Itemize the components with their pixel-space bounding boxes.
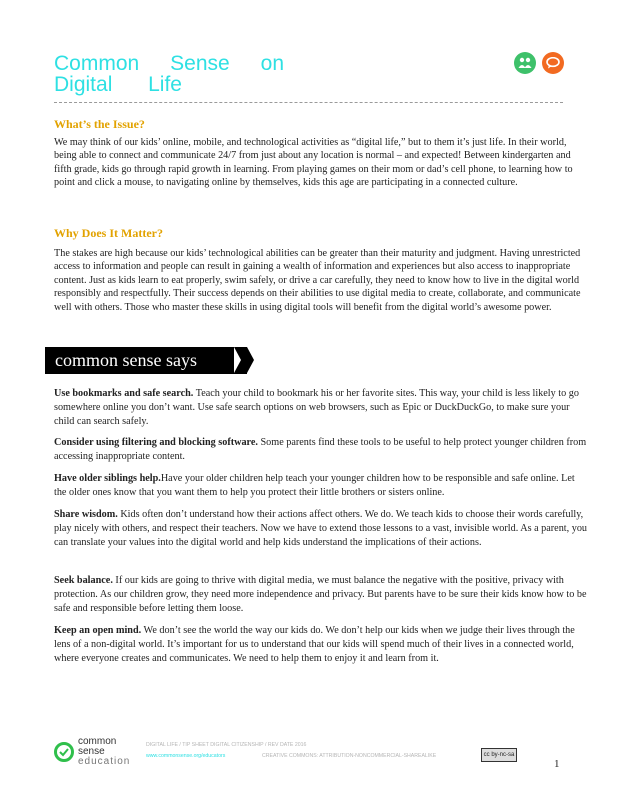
tip-lead: Consider using filtering and blocking software. [54, 437, 258, 448]
tip-lead: Use bookmarks and safe search. [54, 388, 194, 399]
logo-word-education: education [78, 756, 131, 767]
header-divider [54, 102, 563, 103]
banner-chevron [247, 347, 254, 373]
tip-open-mind [54, 624, 589, 667]
common-sense-says-banner [45, 347, 247, 374]
creative-commons-badge-icon: cc by-nc-sa [481, 748, 517, 762]
page-title [54, 53, 284, 95]
tip-lead: Keep an open mind. [54, 625, 142, 636]
logo-word-common: common [78, 736, 117, 747]
title-line-1: Common Sense on [54, 52, 284, 75]
section-body-issue: We may think of our kids’ online, mobile, and technological activities as “digital life,” but to them it’s just life. In their world, being able to connect and communicate 24/7 from just about any location is normal – and expected! Between kindergarten and fifth grade, kids go through rapid growth in learning. From playing games on their mom or dad’s cell phone, to learning how to point and click a mouse, to navigating online by themselves, kids this age are participating in a connected culture. [54, 137, 573, 189]
footer-license: CREATIVE COMMONS: ATTRIBUTION-NONCOMMERCIAL-SHAREALIKE [262, 753, 437, 759]
tip-lead: Seek balance. [54, 575, 113, 586]
logo-word-sense: sense [78, 746, 105, 757]
tip-lead: Have older siblings help. [54, 473, 161, 484]
chat-bubble-icon [542, 52, 564, 74]
tip-text: Some parents find these tools to be useful to help protect younger children from accessing inappropriate content. [54, 437, 587, 463]
section-heading-issue: What’s the Issue? [54, 117, 145, 131]
tip-seek-balance [54, 574, 589, 617]
footer-url-link[interactable]: www.commonsense.org/educators [146, 753, 226, 759]
banner-label: common sense says [55, 350, 197, 370]
tip-text: Teach your child to bookmark his or her favorite sites. This way, your child is less likely to go somewhere online you don’t want. Use safe search options on web browsers, such as Epic or DuckDuckGo, to make sure your child can search safely. [54, 388, 579, 428]
logo-wordmark [78, 737, 130, 767]
checkmark-logo-icon [54, 742, 74, 762]
tip-text: Have your older children help teach your younger children how to be responsible and safe online. Let the older ones know that you want them to help you protect their little brothers or sisters online. [54, 473, 575, 499]
tip-lead: Share wisdom. [54, 509, 118, 520]
tip-text: If our kids are going to thrive with digital media, we must balance the negative with the positive, privacy with protection. As our children grow, they need more independence and privacy. But parents have to be sure their kids know how to be safe and responsible before letting them loose. [54, 575, 587, 615]
tip-text: Kids often don’t understand how their actions affect others. We do. We teach kids to choose their words carefully, play nicely with others, and respect their teachers. Now we have to extend those lessons to a vast, invisible world. As a parent, you can translate your values into the digital world and help kids understand the implications of their actions. [54, 509, 588, 549]
section-heading-matter: Why Does It Matter? [54, 226, 163, 240]
header-icons [514, 52, 564, 74]
tip-filtering [54, 436, 589, 464]
family-icon [514, 52, 536, 74]
section-body-matter: The stakes are high because our kids’ technological abilities can be greater than their maturity and judgment. Having unrestricted access to information and people can result in gaining a wealth of information and experiences but also access to inappropriate content. Just as kids learn to eat properly, swim safely, or drive a car carefully, they need to know how to live in the digital world responsibly and respectfully. Their success depends on their abilities to use digital media to create, collaborate, and communicate well with others. Those who master these skills in using digital tools will benefit from the digital world’s awesome power. [54, 248, 581, 313]
tip-text: We don’t see the world the way our kids do. We don’t help our kids when we judge their lives through the lens of a non-digital world. It’s important for us to understand that our kids will spend much of their lives in a connected world, where everyone creates and communicates. We need to help them to enjoy it and learn from it. [54, 625, 575, 665]
tip-share-wisdom [54, 508, 589, 551]
banner-chevron-inner [234, 347, 241, 373]
title-line-2: Digital Life [54, 73, 182, 96]
common-sense-education-logo [54, 737, 130, 767]
footer-meta: DIGITAL LIFE / TIP SHEET DIGITAL CITIZENSHIP / REV DATE 2016 [146, 742, 307, 748]
page-number: 1 [554, 758, 560, 770]
tip-bookmarks [54, 387, 589, 430]
tip-older-siblings [54, 472, 589, 500]
